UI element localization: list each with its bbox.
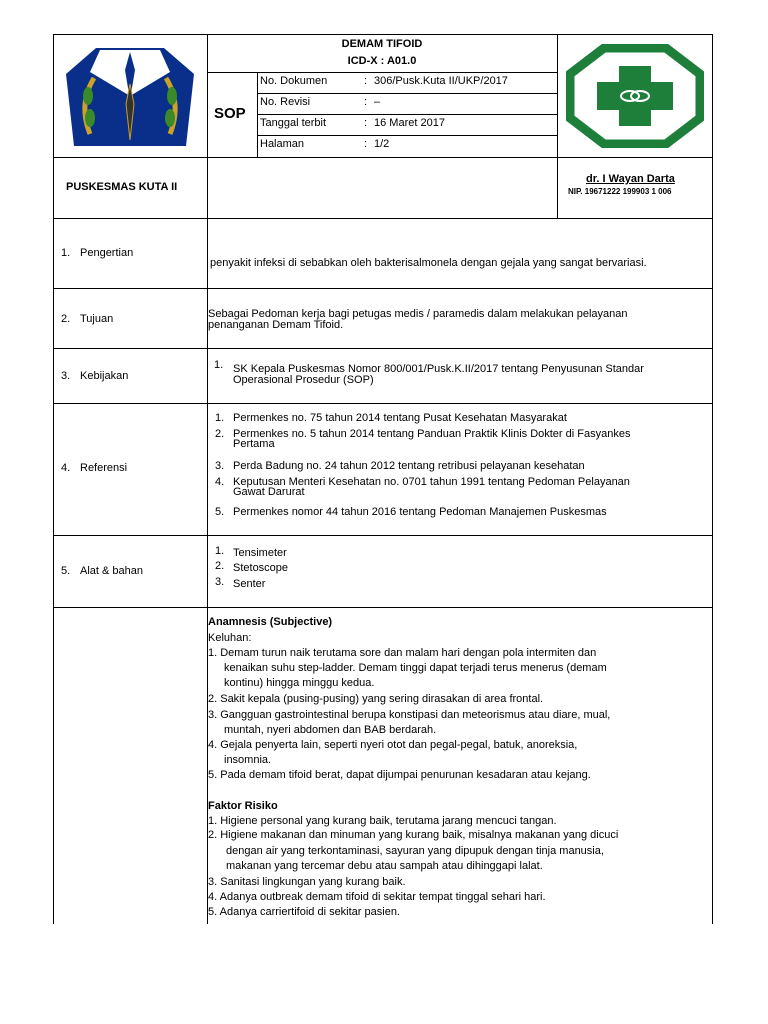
- badung-logo: [60, 44, 200, 148]
- referensi-item-num: 2.: [215, 428, 225, 440]
- meta-colon: :: [364, 96, 368, 108]
- alat-item-text: Senter: [233, 578, 266, 590]
- referensi-item-num: 3.: [215, 460, 225, 472]
- referensi-item-text: Permenkes nomor 44 tahun 2016 tentang Pedoman Manajemen Puskesmas: [233, 506, 607, 518]
- alat-item-num: 2.: [215, 560, 225, 572]
- keluhan-line: muntah, nyeri abdomen dan BAB berdarah.: [224, 724, 437, 736]
- meta-value-no-revisi: –: [374, 96, 381, 108]
- referensi-item-text-cont: Gawat Darurat: [233, 486, 305, 498]
- faktor-line: dengan air yang terkontaminasi, sayuran yang dipupuk dengan tinja manusia,: [226, 845, 604, 857]
- section-num: 5.: [61, 565, 71, 577]
- meta-colon: :: [364, 75, 368, 87]
- sop-label: SOP: [214, 105, 246, 122]
- org-name: PUSKESMAS KUTA II: [66, 181, 178, 193]
- meta-label-tanggal-terbit: Tanggal terbit: [260, 117, 327, 129]
- kebijakan-item-num: 1.: [214, 359, 224, 371]
- tujuan-line1: Sebagai Pedoman kerja bagi petugas medis / paramedis dalam melakukan pelayanan: [208, 308, 628, 320]
- signer-name: dr. I Wayan Darta: [586, 173, 675, 185]
- keluhan-label: Keluhan:: [208, 632, 252, 644]
- meta-colon: :: [364, 138, 368, 150]
- keluhan-line: 1. Demam turun naik terutama sore dan malam hari dengan pola intermiten dan: [208, 647, 597, 659]
- pengertian-text: penyakit infeksi di sebabkan oleh bakterisalmonela dengan gejala yang sangat bervariasi.: [210, 257, 647, 269]
- referensi-item-text: Permenkes no. 75 tahun 2014 tentang Pusat Kesehatan Masyarakat: [233, 412, 567, 424]
- faktor-line: 3. Sanitasi lingkungan yang kurang baik.: [208, 876, 406, 888]
- tujuan-line2: penanganan Demam Tifoid.: [208, 319, 344, 331]
- doc-title: DEMAM TIFOID: [341, 38, 423, 50]
- faktor-line: 5. Adanya carriertifoid di sekitar pasien.: [208, 906, 400, 918]
- section-label-tujuan: Tujuan: [80, 313, 114, 325]
- signer-nip: NIP. 19671222 199903 1 006: [568, 187, 672, 196]
- section-num: 2.: [61, 313, 71, 325]
- section-num: 3.: [61, 370, 71, 382]
- section-num: 1.: [61, 247, 71, 259]
- faktor-line: 1. Higiene personal yang kurang baik, terutama jarang mencuci tangan.: [208, 815, 557, 827]
- referensi-item-text: Keputusan Menteri Kesehatan no. 0701 tahun 1991 tentang Pedoman Pelayanan: [233, 476, 630, 488]
- kebijakan-line2: Operasional Prosedur (SOP): [233, 374, 374, 386]
- alat-item-text: Stetoscope: [233, 562, 289, 574]
- icd-code: ICD-X : A01.0: [347, 55, 417, 67]
- section-label-alat: Alat & bahan: [80, 565, 143, 577]
- keluhan-line: insomnia.: [224, 754, 272, 766]
- keluhan-line: kontinu) hingga minggu kedua.: [224, 677, 375, 689]
- referensi-item-num: 5.: [215, 506, 225, 518]
- section-label-referensi: Referensi: [80, 462, 128, 474]
- referensi-item-num: 4.: [215, 476, 225, 488]
- meta-label-no-revisi: No. Revisi: [260, 96, 311, 108]
- meta-value-halaman: 1/2: [374, 138, 390, 150]
- faktor-line: 2. Higiene makanan dan minuman yang kurang baik, misalnya makanan yang dicuci: [208, 829, 619, 841]
- keluhan-line: 3. Gangguan gastrointestinal berupa konstipasi dan meteorismus atau diare, mual,: [208, 709, 611, 721]
- section-label-kebijakan: Kebijakan: [80, 370, 129, 382]
- anamnesis-title: Anamnesis (Subjective): [208, 616, 333, 628]
- faktor-risiko-title: Faktor Risiko: [208, 800, 278, 812]
- section-num: 4.: [61, 462, 71, 474]
- puskesmas-logo: [566, 44, 704, 148]
- referensi-item-num: 1.: [215, 412, 225, 424]
- alat-item-num: 3.: [215, 576, 225, 588]
- keluhan-line: 5. Pada demam tifoid berat, dapat dijumpai penurunan kesadaran atau kejang.: [208, 769, 591, 781]
- keluhan-line: 2. Sakit kepala (pusing-pusing) yang sering dirasakan di area frontal.: [208, 693, 544, 705]
- keluhan-line: kenaikan suhu step-ladder. Demam tinggi dapat terjadi terus menerus (demam: [224, 662, 607, 674]
- faktor-line: makanan yang tercemar debu atau sampah atau dihinggapi lalat.: [226, 860, 543, 872]
- meta-colon: :: [364, 117, 368, 129]
- section-label-pengertian: Pengertian: [80, 247, 134, 259]
- meta-label-no-dokumen: No. Dokumen: [260, 75, 328, 87]
- referensi-item-text-cont: Pertama: [233, 438, 275, 450]
- kebijakan-line1: SK Kepala Puskesmas Nomor 800/001/Pusk.K.II/2017 tentang Penyusunan Standar: [233, 363, 644, 375]
- alat-item-num: 1.: [215, 545, 225, 557]
- meta-value-no-dokumen: 306/Pusk.Kuta II/UKP/2017: [374, 75, 508, 87]
- faktor-line: 4. Adanya outbreak demam tifoid di sekitar tempat tinggal sehari hari.: [208, 891, 546, 903]
- meta-value-tanggal-terbit: 16 Maret 2017: [374, 117, 445, 129]
- referensi-item-text: Perda Badung no. 24 tahun 2012 tentang retribusi pelayanan kesehatan: [233, 460, 585, 472]
- referensi-item-text: Permenkes no. 5 tahun 2014 tentang Panduan Praktik Klinis Dokter di Fasyankes: [233, 428, 631, 440]
- alat-item-text: Tensimeter: [233, 547, 287, 559]
- keluhan-line: 4. Gejala penyerta lain, seperti nyeri otot dan pegal-pegal, batuk, anoreksia,: [208, 739, 578, 751]
- meta-label-halaman: Halaman: [260, 138, 305, 150]
